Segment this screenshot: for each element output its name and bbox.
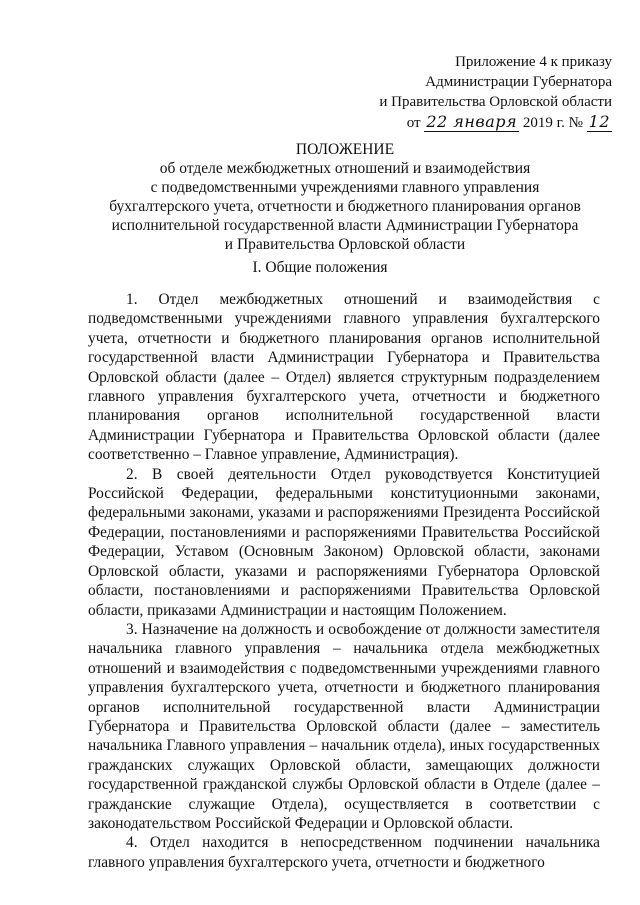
section-heading: I. Общие положения — [252, 259, 388, 276]
paragraph-3: 3. Назначение на должность и освобождение от должности заместителя начальника главного управления – начальника отдела межбюджетных отношений и взаимодействия с подведомственными учреждениями главного управления бухгалтерского учета, отчетности и бюджетного планирования органов исполнительной государственной власти Администрации Губернатора и Правительства Орловской области (далее – заместитель начальника Главного управления – начальник отдела), иных государственных гражданских служащих Орловской области, замещающих должности государственной гражданской службы Орловской области в Отделе (далее – гражданские служащие Отдела), осуществляется в соответствии с законодательством Российской Федерации и Орловской области. — [88, 620, 600, 832]
paragraph-1: 1. Отдел межбюджетных отношений и взаимодействия с подведомственными учреждениями главного управления бухгалтерского учета, отчетности и бюджетного планирования органов исполнительной государственной власти Администрации Губернатора и Правительства Орловской области (далее – Отдел) является структурным подразделением главного управления бухгалтерского учета, отчетности и бюджетного планирования органов исполнительной государственной власти Администрации Губернатора и Правительства Орловской области (далее соответственно – Главное управление, Администрация). — [88, 291, 600, 464]
appendix-line-3: и Правительства Орловской области — [379, 94, 612, 110]
date-prefix: от — [406, 115, 421, 131]
paragraph-4: 4. Отдел находится в непосредственном подчинении начальника главного управления бухгалтерского учета, отчетности и бюджетного — [88, 834, 600, 871]
title-line-4: исполнительной государственной власти Администрации Губернатора — [111, 217, 579, 234]
title-line-2: с подведомственными учреждениями главного управления — [150, 179, 540, 196]
appendix-line-2: Администрации Губернатора — [425, 74, 612, 90]
appendix-line-1: Приложение 4 к приказу — [455, 54, 612, 70]
document-title — [90, 140, 600, 254]
handwritten-order-number: 12 — [588, 112, 610, 131]
title-line-3: бухгалтерского учета, отчетности и бюджетного планирования органов — [109, 198, 581, 215]
handwritten-date: 22 января — [426, 112, 518, 131]
appendix-date-line — [312, 112, 612, 133]
title-line-1: об отделе межбюджетных отношений и взаимодействия — [159, 160, 531, 177]
document-body — [88, 290, 600, 872]
paragraph-2: 2. В своей деятельности Отдел руководствуется Конституцией Российской Федерации, федеральными конституционными законами, федеральными законами, указами и распоряжениями Президента Российской Федерации, постановлениями и распоряжениями Правительства Российской Федерации, Уставом (Основным Законом) Орловской области, законами Орловской области, указами и распоряжениями Губернатора Орловской области, постановлениями и распоряжениями Правительства Орловской области, приказами Администрации и настоящим Положением. — [88, 465, 600, 619]
title-line-5: и Правительства Орловской области — [224, 236, 466, 253]
date-year-number-label: 2019 г. № — [522, 115, 583, 131]
order-appendix-header — [312, 52, 612, 133]
title-main: ПОЛОЖЕНИЕ — [295, 141, 395, 158]
